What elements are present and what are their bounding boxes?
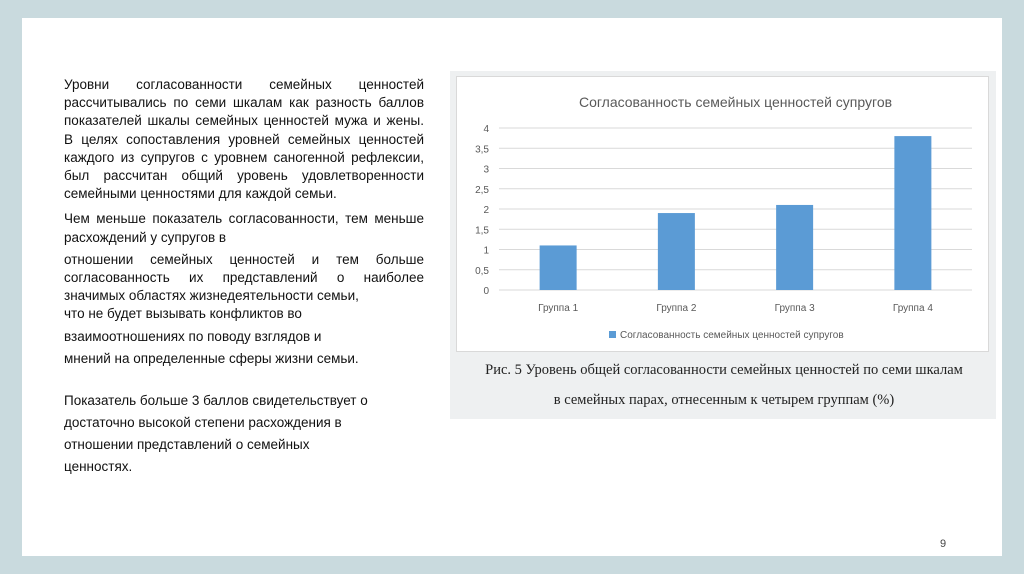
figure-caption [454,355,994,415]
x-tick-label: Группа 2 [656,303,697,314]
paragraph-3-line: отношении представлений о семейных [64,437,310,453]
bar-chart [456,76,989,352]
figure [450,71,996,419]
slide-text [64,76,424,478]
paragraph-3-line: ценностях. [64,459,133,475]
y-tick-label: 2 [483,205,489,216]
y-tick-label: 0 [483,286,489,297]
bar [894,136,931,290]
y-tick-label: 2,5 [475,184,489,196]
bar [658,213,695,290]
paragraph-2-line: мнений на определенные сферы жизни семьи. [64,350,359,366]
page-number: 9 [940,538,947,550]
paragraph-2-line: отношении семейных ценностей и тем больше согласованность их представлений о наиболее значимых областях жизнедеятельности семьи, [64,251,424,304]
caption-line: в семейных парах, отнесенным к четырем группам (%) [553,392,895,408]
bar [540,245,577,290]
paragraph-1: Уровни согласованности семейных ценностей рассчитывались по семи шкалам как разность баллов показателей шкалы семейных ценностей мужа и жены. В целях сопоставления уровней семейных ценностей каждого из супругов с уровнем саногенной рефлексии, был рассчитан общий уровень удовлетворенности семейными ценностями для каждой семьи. [64,77,424,202]
chart-title: Согласованность семейных ценностей супругов [578,94,893,110]
legend-label: Согласованность семейных ценностей супругов [620,330,844,341]
y-tick-label: 1 [483,245,489,257]
paragraph-3-line: достаточно высокой степени расхождения в [64,415,342,431]
legend-swatch [609,331,616,338]
x-tick-label: Группа 1 [538,303,579,314]
x-tick-label: Группа 4 [892,303,933,314]
paragraph-2-line: Чем меньше показатель согласованности, тем меньше расхождений у супругов в [64,211,424,245]
y-tick-label: 1,5 [475,225,489,237]
bar [776,205,813,290]
paragraph-2-line: взаимоотношениях по поводу взглядов и [64,328,322,344]
paragraph-2-line: что не будет вызывать конфликтов во [64,306,302,322]
y-tick-label: 0,5 [475,265,489,277]
chart-svg [457,77,988,351]
y-tick-label: 3,5 [475,144,489,156]
paragraph-3-line: Показатель больше 3 баллов свидетельствует о [64,393,368,409]
x-tick-label: Группа 3 [774,303,815,314]
y-tick-label: 4 [483,124,489,135]
caption-line: Рис. 5 Уровень общей согласованности семейных ценностей по семи шкалам [485,362,963,378]
slide [22,18,1002,556]
y-tick-label: 3 [483,164,489,176]
paragraph-2 [64,210,424,368]
paragraph-3 [64,390,424,478]
